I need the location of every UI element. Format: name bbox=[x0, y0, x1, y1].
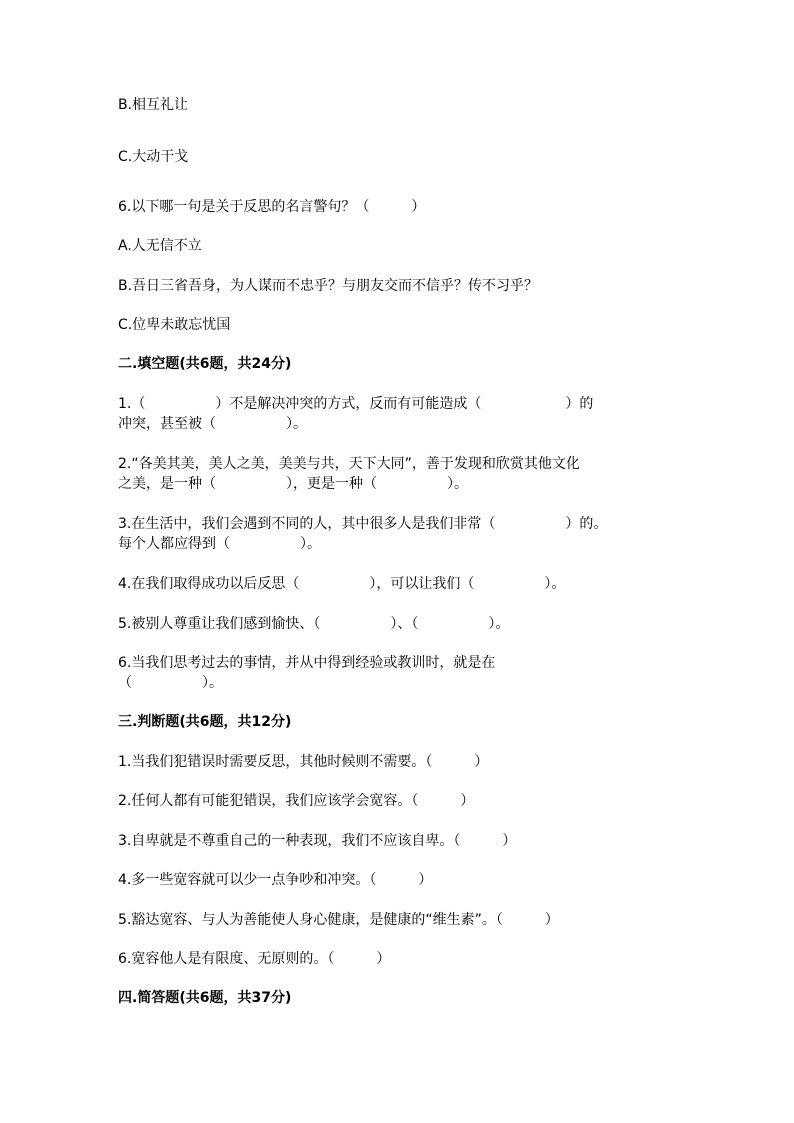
question-6-reflection: 6.以下哪一句是关于反思的名言警句？（ ） bbox=[118, 199, 426, 215]
judge-question-5: 5.豁达宽容、与人为善能使人身心健康，是健康的“维生素”。（ ） bbox=[118, 912, 559, 928]
judge-question-2: 2.任何人都有可能犯错误，我们应该学会宽容。（ ） bbox=[118, 793, 475, 809]
fill-question-1-line-1: 1.（ ）不是解决冲突的方式，反而有可能造成（ ）的 bbox=[118, 396, 594, 412]
judge-question-4: 4.多一些宽容就可以少一点争吵和冲突。（ ） bbox=[118, 872, 433, 888]
fill-question-6-line-1: 6.当我们思考过去的事情，并从中得到经验或教训时，就是在 bbox=[118, 655, 496, 671]
option-b-respect: B.相互礼让 bbox=[118, 97, 189, 113]
option-c-fight: C.大动干戈 bbox=[118, 149, 189, 165]
section-short-answer-heading: 四.简答题(共6题，共37分) bbox=[118, 990, 292, 1006]
option-a: A.人无信不立 bbox=[118, 238, 202, 254]
section-fill-in-heading: 二.填空题(共6题，共24分) bbox=[118, 356, 292, 372]
judge-question-1: 1.当我们犯错误时需要反思，其他时候则不需要。（ ） bbox=[118, 754, 489, 770]
option-c: C.位卑未敢忘忧国 bbox=[118, 317, 231, 333]
fill-question-4: 4.在我们取得成功以后反思（ ），可以让我们（ ）。 bbox=[118, 576, 566, 592]
fill-question-2-line-1: 2.“各美其美，美人之美，美美与共，天下大同”，善于发现和欣赏其他文化 bbox=[118, 456, 580, 472]
fill-question-5: 5.被别人尊重让我们感到愉快、（ ）、（ ）。 bbox=[118, 616, 510, 632]
option-b: B.吾日三省吾身，为人谋而不忠乎？与朋友交而不信乎？传不习乎？ bbox=[118, 278, 539, 294]
fill-question-3-line-2: 每个人都应得到（ ）。 bbox=[118, 536, 321, 552]
fill-question-2-line-2: 之美，是一种（ ），更是一种（ ）。 bbox=[118, 476, 468, 492]
judge-question-3: 3.自卑就是不尊重自己的一种表现，我们不应该自卑。（ ） bbox=[118, 833, 517, 849]
section-judgement-heading: 三.判断题(共6题，共12分) bbox=[118, 714, 292, 730]
fill-question-1-line-2: 冲突，甚至被（ ）。 bbox=[118, 416, 307, 432]
fill-question-3-line-1: 3.在生活中，我们会遇到不同的人，其中很多人是我们非常（ ）的。 bbox=[118, 516, 608, 532]
fill-question-6-line-2: （ ）。 bbox=[118, 675, 223, 691]
judge-question-6: 6.宽容他人是有限度、无原则的。（ ） bbox=[118, 951, 391, 967]
